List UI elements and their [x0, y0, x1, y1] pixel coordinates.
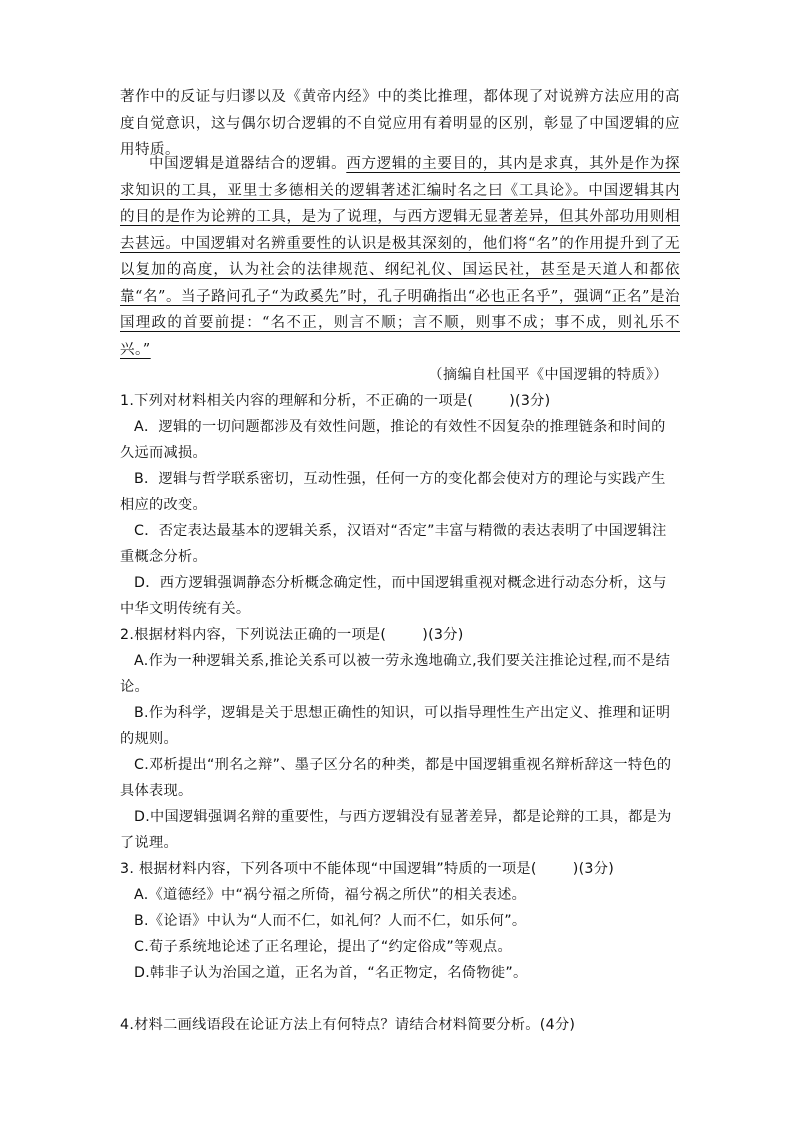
question-2-option-b: B.作为科学，逻辑是关于思想正确性的知识，可以指导理性生产出定义、推理和证明的规则。: [120, 705, 671, 747]
question-1-stem: 1.下列对材料相关内容的理解和分析，不正确的一项是( )(3分): [120, 393, 551, 409]
question-3-option-c: C.荀子系统地论述了正名理论，提出了“约定俗成”等观点。: [134, 939, 513, 955]
question-1-option-a: A．逻辑的一切问题都涉及有效性问题，推论的有效性不因复杂的推理链条和时间的久远而减损。: [120, 419, 666, 461]
question-2-option-a: A.作为一种逻辑关系,推论关系可以被一劳永逸地确立,我们要关注推论过程,而不是结论。: [120, 653, 671, 695]
question-2-option-c: C.邓析提出“刑名之辩”、墨子区分名的种类，都是中国逻辑重视名辩析辞这一特色的具体表现。: [120, 757, 672, 799]
question-3-option-b: B.《论语》中认为“人而不仁，如礼何？人而不仁，如乐何”。: [134, 913, 527, 929]
underlined-passage: 西方逻辑的主要目的，其内是求真，其外是作为探求知识的工具，亚里士多德相关的逻辑著述汇编时名之曰《工具论》。中国逻辑其内的目的是作为论辨的工具，是为了说理，与西方逻辑无显著差异，但其外部功用则相去甚远。中国逻辑对名辨重要性的认识是极其深刻的，他们将“名”的作用提升到了无以复加的高度，认为社会的法律规范、纲纪礼仪、国运民社，甚至是天道人和都依靠“名”。当子路问孔子“为政奚先”时，孔子明确指出“必也正名乎”，强调“正名”是治国理政的首要前提：“名不正，则言不顺；言不顺，则事不成；事不成，则礼乐不兴。”: [120, 156, 681, 358]
passage-source: （摘编自杜国平《中国逻辑的特质》）: [428, 367, 668, 383]
passage-lead-sentence: 中国逻辑是道器结合的逻辑。: [149, 156, 347, 172]
question-3-option-a: A.《道德经》中“祸兮福之所倚，福兮祸之所伏”的相关表述。: [134, 887, 527, 903]
question-1-option-c: C．否定表达最基本的逻辑关系，汉语对“否定”丰富与精微的表达表明了中国逻辑注重概念分析。: [120, 523, 667, 565]
passage-paragraph-1: 著作中的反证与归谬以及《黄帝内经》中的类比推理，都体现了对说辨方法应用的高度自觉意识，这与偶尔切合逻辑的不自觉应用有着明显的区别，彰显了中国逻辑的应用特质。: [120, 89, 680, 158]
question-4-stem: 4.材料二画线语段在论证方法上有何特点？请结合材料简要分析。(4分): [120, 1017, 576, 1033]
question-1-option-d: D．西方逻辑强调静态分析概念确定性，而中国逻辑重视对概念进行动态分析，这与中华文明传统有关。: [120, 575, 667, 617]
question-3-option-d: D.韩非子认为治国之道，正名为首，“名正物定，名倚物徙”。: [134, 965, 528, 981]
question-2-stem: 2.根据材料内容，下列说法正确的一项是( )(3分): [120, 627, 464, 643]
question-3-stem: 3. 根据材料内容，下列各项中不能体现“中国逻辑”特质的一项是( )(3分): [120, 861, 615, 877]
question-1-option-b: B．逻辑与哲学联系密切，互动性强，任何一方的变化都会使对方的理论与实践产生相应的改变。: [120, 471, 666, 513]
question-2-option-d: D.中国逻辑强调名辩的重要性，与西方逻辑没有显著差异，都是论辩的工具，都是为了说理。: [120, 809, 672, 851]
passage-paragraph-2: [120, 151, 680, 363]
